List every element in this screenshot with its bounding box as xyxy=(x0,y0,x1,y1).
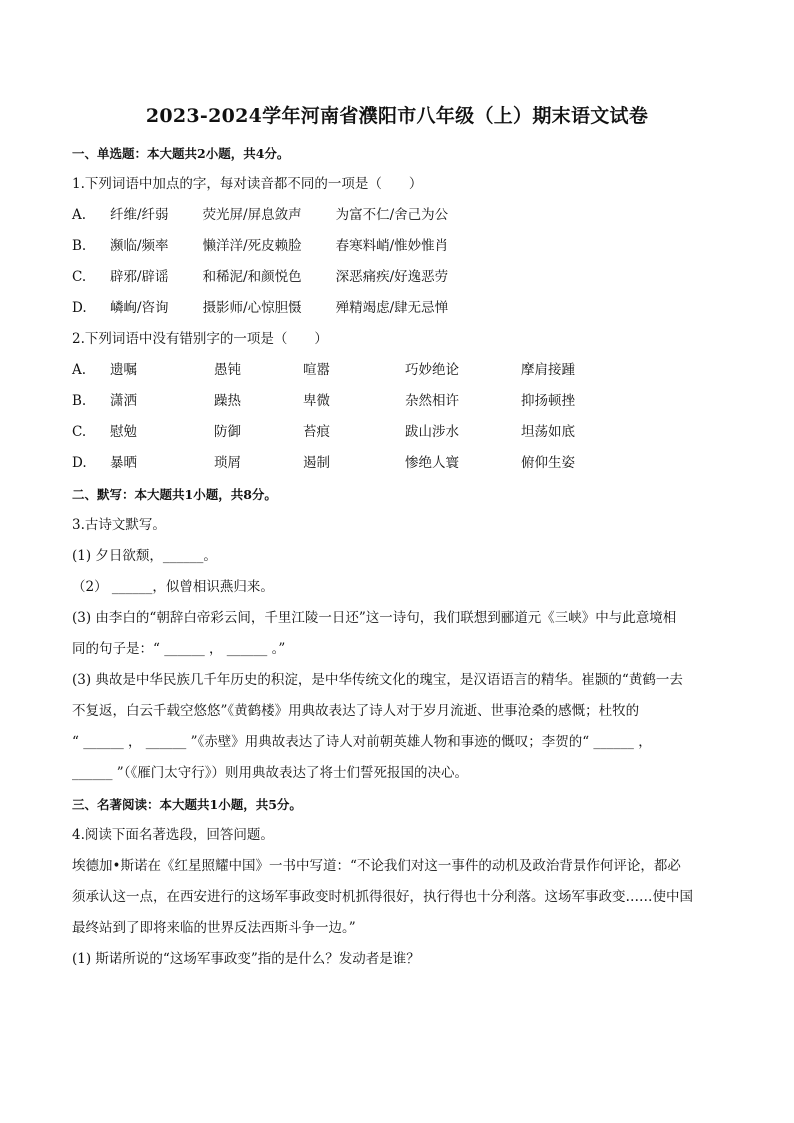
question-4-sub-question-1: (1) 斯诺所说的“这场军事政变”指的是什么？发动者是谁？ xyxy=(72,951,420,967)
question-3-part-2: （2） ______，似曾相识燕归来。 xyxy=(72,579,274,595)
option-item: 遗嘱 xyxy=(110,362,137,378)
option-label: B. xyxy=(72,393,87,409)
section-heading-dictation: 二、默写：本大题共1小题，共8分。 xyxy=(72,487,277,502)
option-label: C. xyxy=(72,424,87,440)
option-item: 跋山涉水 xyxy=(405,424,459,440)
option-label: D. xyxy=(72,455,87,471)
option-item: 为富不仁/舍己为公 xyxy=(335,207,449,223)
option-item: 卑微 xyxy=(303,393,330,409)
question-3-part-4-line-1: (3) 典故是中华民族几千年历史的积淀，是中华传统文化的瑰宝，是汉语语言的精华。崔颢的“黄鹤一去 xyxy=(72,672,683,688)
option-item: 潇洒 xyxy=(110,393,137,409)
question-3-part-1: (1) 夕日欲颓，______。 xyxy=(72,548,217,564)
option-item: 防御 xyxy=(214,424,241,440)
question-4-passage-line-2: 须承认这一点，在西安进行的这场军事政变时机抓得很好，执行得也十分利落。这场军事政变……使中国 xyxy=(72,889,693,905)
question-4-stem: 4.阅读下面名著选段，回答问题。 xyxy=(72,827,274,843)
question-3-part-3-line-1: (3) 由李白的“朝辞白帝彩云间，千里江陵一日还”这一诗句，我们联想到郦道元《三峡》中与此意境相 xyxy=(72,610,677,626)
option-label: A. xyxy=(72,362,87,378)
option-item: 荧光屏/屏息敛声 xyxy=(202,207,302,223)
question-2-option-c xyxy=(72,417,722,448)
option-item: 巧妙绝论 xyxy=(405,362,459,378)
option-item: 和稀泥/和颜悦色 xyxy=(202,269,302,285)
section-heading-single-choice: 一、单选题：本大题共2小题，共4分。 xyxy=(72,146,290,161)
option-item: 春寒料峭/惟妙惟肖 xyxy=(335,238,449,254)
question-3-part-3-line-2: 同的句子是：“ ______ ， ______ 。” xyxy=(72,641,286,657)
option-item: 暴晒 xyxy=(110,455,137,471)
question-2-option-a xyxy=(72,355,722,386)
question-1-option-a xyxy=(72,200,722,231)
question-2-stem: 2.下列词语中没有错别字的一项是（ ） xyxy=(72,331,328,347)
question-2-option-b xyxy=(72,386,722,417)
option-item: 深恶痛疾/好逸恶劳 xyxy=(335,269,449,285)
option-item: 杂然相许 xyxy=(405,393,459,409)
exam-title: 2023-2024学年河南省濮阳市八年级（上）期末语文试卷 xyxy=(145,105,649,127)
option-label: A. xyxy=(72,207,87,223)
option-label: C. xyxy=(72,269,87,285)
option-item: 纤维/纤弱 xyxy=(110,207,169,223)
question-2-option-d xyxy=(72,448,722,479)
option-item: 摄影师/心惊胆慑 xyxy=(202,300,302,316)
option-item: 濒临/频率 xyxy=(110,238,169,254)
option-item: 惨绝人寰 xyxy=(405,455,459,471)
question-4-passage-line-3: 最终站到了即将来临的世界反法西斯斗争一边。” xyxy=(72,920,356,936)
question-1-option-d xyxy=(72,293,722,324)
question-1-option-b xyxy=(72,231,722,262)
question-3-part-4-line-3: “ ______ ， ______ ”《赤壁》用典故表达了诗人对前朝英雄人物和事迹的慨叹；李贺的“ ______ ， xyxy=(72,734,652,750)
option-item: 苔痕 xyxy=(303,424,330,440)
option-item: 辟邪/辟谣 xyxy=(110,269,169,285)
question-3-part-4-line-4: ______ ”（《雁门太守行》）则用典故表达了将士们誓死报国的决心。 xyxy=(72,765,468,781)
question-3-stem: 3.古诗文默写。 xyxy=(72,517,166,533)
option-item: 愚钝 xyxy=(214,362,241,378)
option-item: 喧嚣 xyxy=(303,362,330,378)
option-item: 琐屑 xyxy=(214,455,241,471)
section-heading-classic-reading: 三、名著阅读：本大题共1小题，共5分。 xyxy=(72,797,302,812)
option-item: 抑扬顿挫 xyxy=(521,393,575,409)
option-item: 遏制 xyxy=(303,455,330,471)
option-item: 慰勉 xyxy=(110,424,137,440)
option-item: 懒洋洋/死皮赖脸 xyxy=(202,238,302,254)
option-item: 坦荡如底 xyxy=(521,424,575,440)
option-label: B. xyxy=(72,238,87,254)
question-4-passage-line-1: 埃德加•斯诺在《红星照耀中国》一书中写道：“不论我们对这一事件的动机及政治背景作何评论，都必 xyxy=(72,858,681,874)
option-item: 躁热 xyxy=(214,393,241,409)
question-3-part-4-line-2: 不复返，白云千载空悠悠”《黄鹤楼》用典故表达了诗人对于岁月流逝、世事沧桑的感慨；杜牧的 xyxy=(72,703,640,719)
option-item: 俯仰生姿 xyxy=(521,455,575,471)
option-label: D. xyxy=(72,300,87,316)
option-item: 嶙峋/咨询 xyxy=(110,300,169,316)
question-1-option-c xyxy=(72,262,722,293)
option-item: 殚精竭虑/肆无忌惮 xyxy=(335,300,449,316)
question-1-stem: 1.下列词语中加点的字，每对读音都不同的一项是（ ） xyxy=(72,176,423,192)
option-item: 摩肩接踵 xyxy=(521,362,575,378)
